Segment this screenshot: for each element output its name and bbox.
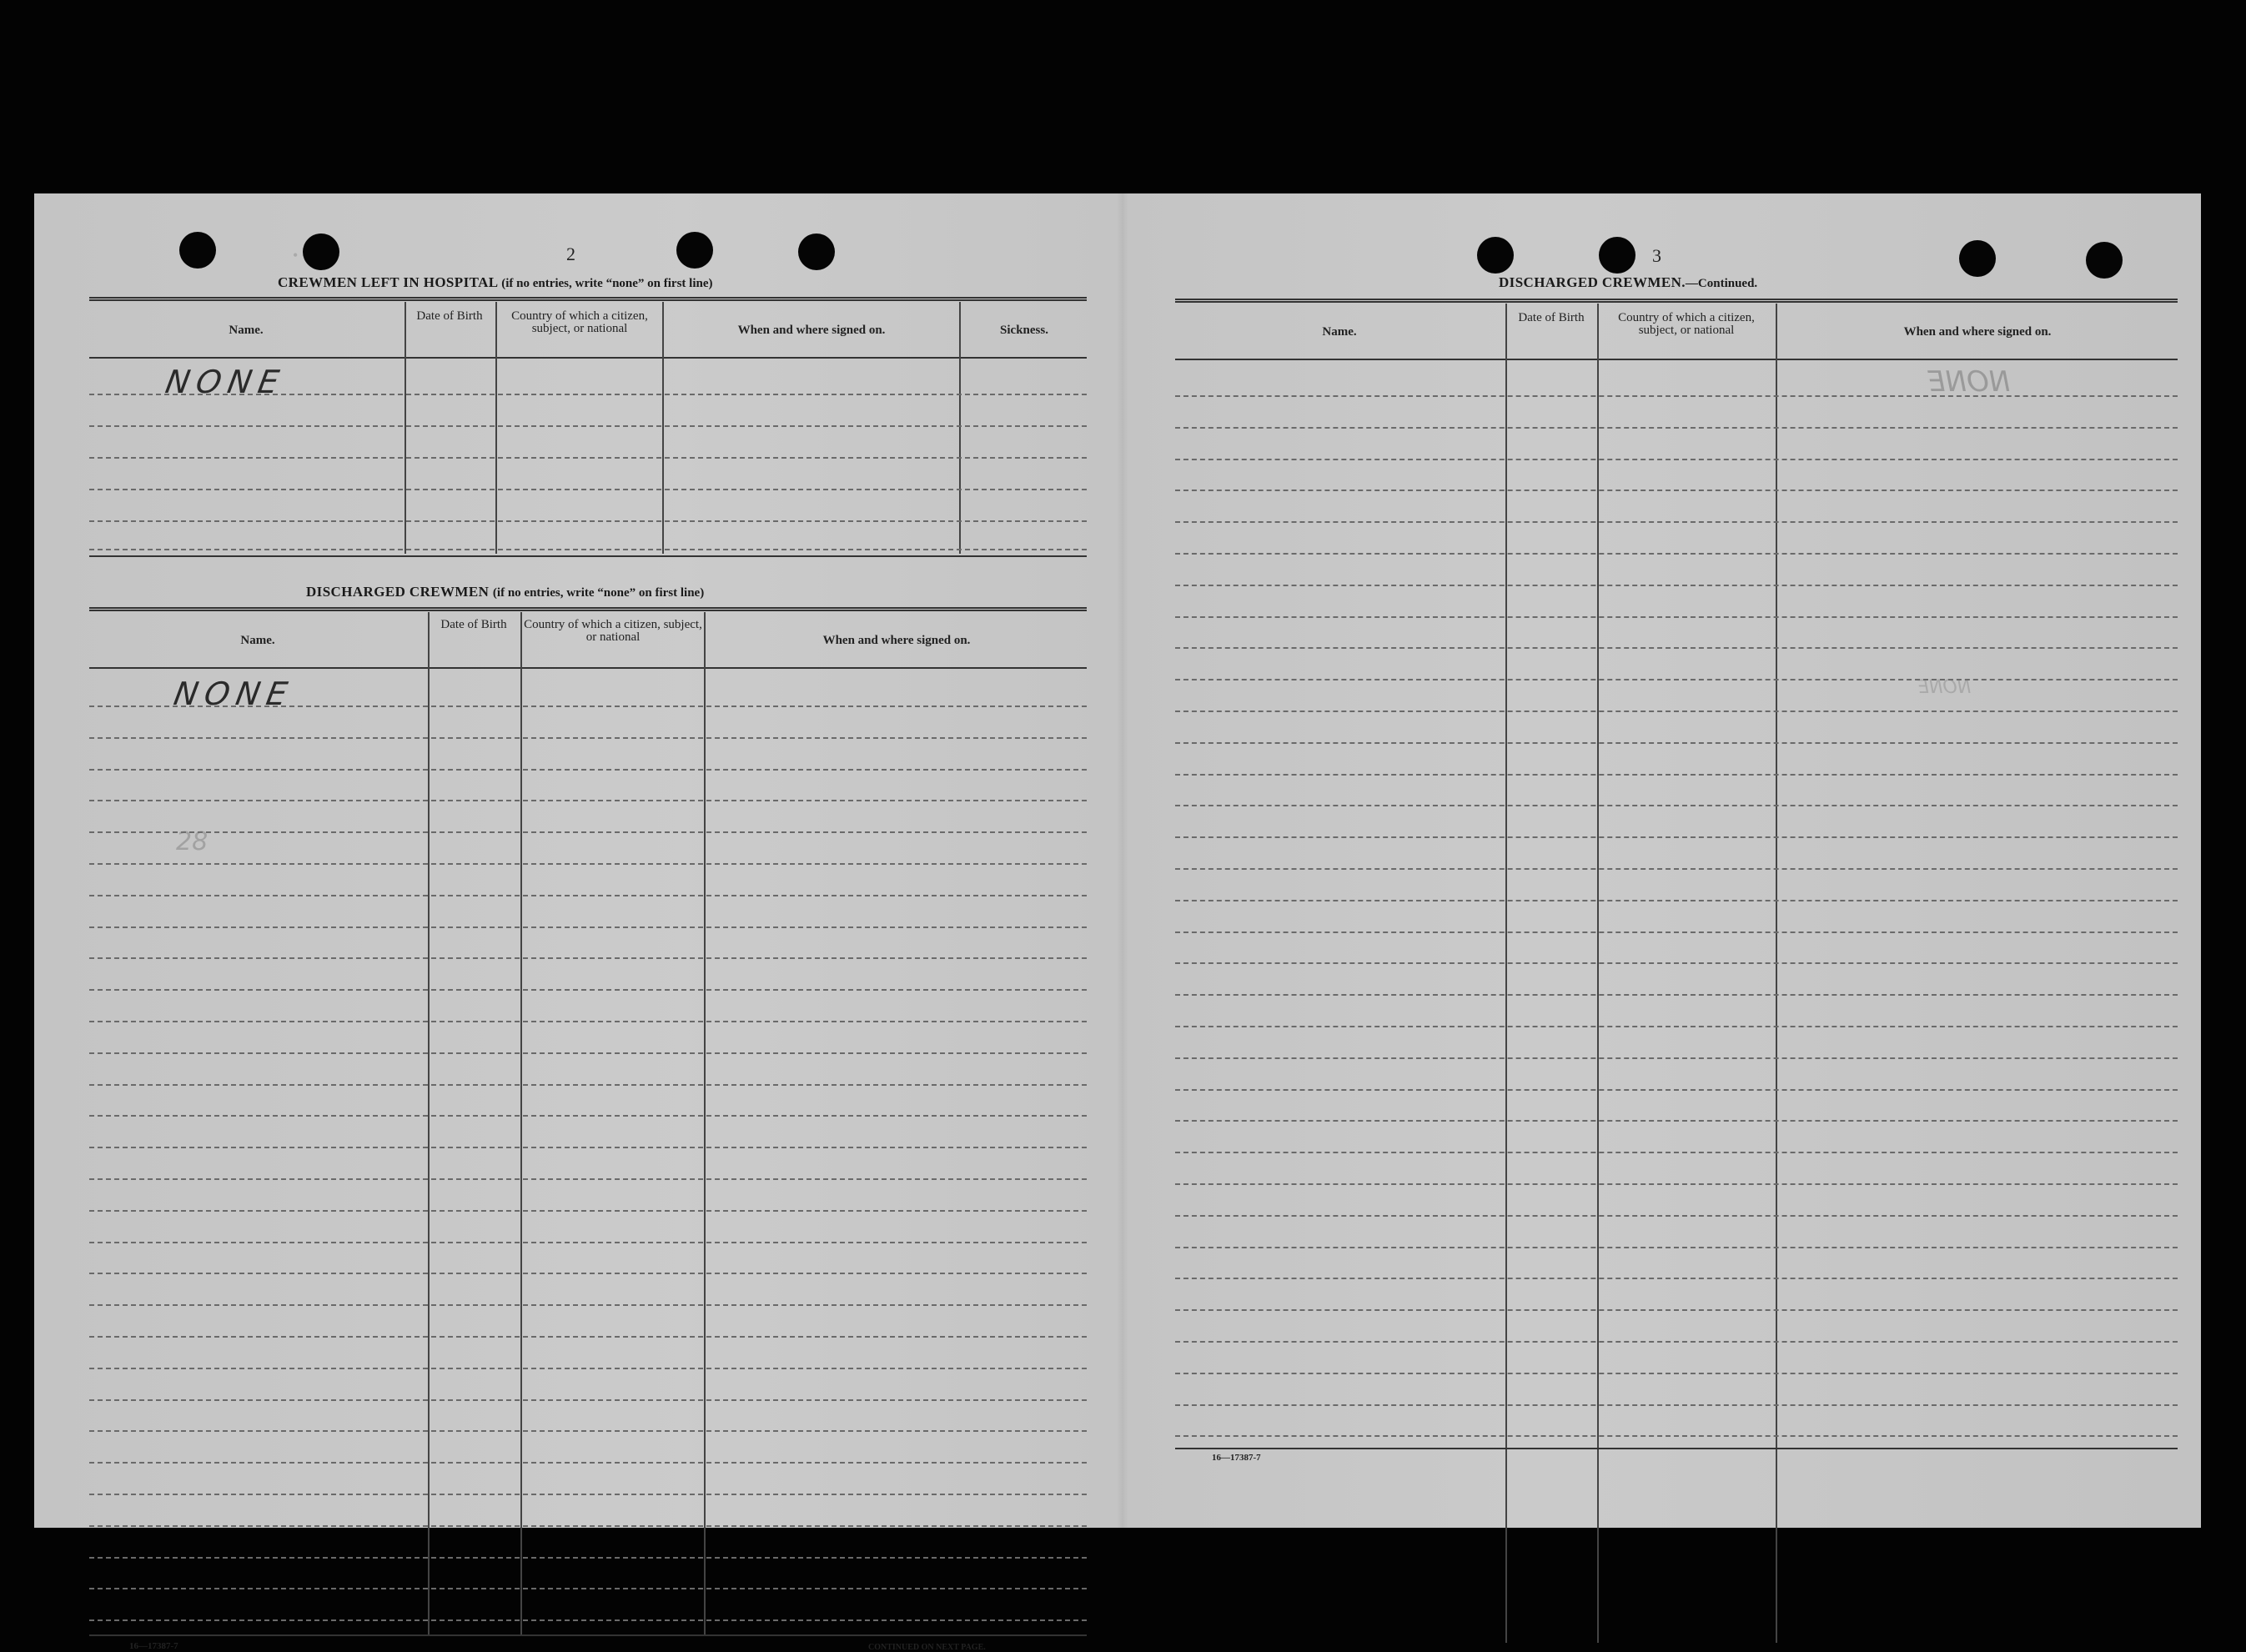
- entry-line: [1175, 585, 2178, 586]
- punch-hole: [1477, 237, 1514, 274]
- col-header-name: Name.: [229, 324, 264, 337]
- entry-line: [89, 895, 1087, 896]
- entry-line: [1175, 774, 2178, 776]
- entry-line: [1175, 521, 2178, 523]
- hospital-title-text: CREWMEN LEFT IN HOSPITAL: [278, 274, 498, 290]
- entry-line: [89, 1462, 1087, 1464]
- page-fold: [1117, 193, 1128, 1528]
- entry-line: [89, 549, 1087, 550]
- punch-hole: [2086, 242, 2123, 279]
- entry-line: [1175, 427, 2178, 429]
- col-header-name: Name.: [1322, 325, 1357, 339]
- entry-line: [89, 1368, 1087, 1369]
- entry-line: [89, 1619, 1087, 1621]
- column-divider: [520, 612, 522, 1634]
- scanned-document: [34, 193, 2201, 1652]
- col-header-dob: Date of Birth: [1518, 311, 1585, 324]
- entry-line: [89, 1210, 1087, 1212]
- entry-line: [1175, 647, 2178, 649]
- entry-line: [89, 1399, 1087, 1401]
- entry-line: [89, 1273, 1087, 1274]
- entry-line: [1175, 1435, 2178, 1437]
- header-rule: [89, 667, 1087, 669]
- entry-line: [89, 1430, 1087, 1432]
- table-top-rule: [89, 607, 1087, 611]
- entry-line: [89, 863, 1087, 865]
- entry-line: [1175, 962, 2178, 964]
- entry-line: [89, 1084, 1087, 1086]
- continued-note: CONTINUED ON NEXT PAGE.: [868, 1643, 986, 1652]
- entry-line: [1175, 711, 2178, 712]
- entry-line: [89, 769, 1087, 771]
- entry-line: [89, 1242, 1087, 1243]
- entry-line: [89, 489, 1087, 490]
- discharged-section-title: [306, 584, 704, 600]
- table-bottom-rule: [1175, 1448, 2178, 1449]
- entry-line: [1175, 679, 2178, 680]
- col-header-signed-on: When and where signed on.: [1903, 325, 2052, 339]
- col-header-dob: Date of Birth: [440, 618, 507, 631]
- entry-line: [1175, 1215, 2178, 1217]
- entry-line: [1175, 1341, 2178, 1343]
- punch-hole: [676, 232, 713, 269]
- right-section-title: [1499, 274, 1757, 291]
- bleed-through-text: NONE: [1917, 677, 1972, 698]
- punch-hole: [179, 232, 216, 269]
- col-header-country: Country of which a citizen, subject, or national: [511, 309, 648, 335]
- entry-line: [89, 1588, 1087, 1589]
- handwritten-entry: NONE: [171, 675, 297, 712]
- right-title-text: DISCHARGED CREWMEN.: [1499, 274, 1686, 290]
- entry-line: [89, 800, 1087, 801]
- entry-line: [1175, 1404, 2178, 1406]
- column-divider: [704, 612, 706, 1634]
- column-divider: [428, 612, 430, 1634]
- column-divider: [1505, 304, 1507, 1643]
- entry-line: [1175, 1183, 2178, 1185]
- entry-line: [89, 1115, 1087, 1117]
- entry-line: [1175, 1152, 2178, 1153]
- table-bottom-rule: [89, 1634, 1087, 1636]
- hospital-instruction: (if no entries, write “none” on first line): [501, 277, 713, 290]
- stamp-number: 28: [176, 827, 209, 856]
- entry-line: [1175, 459, 2178, 460]
- entry-line: [89, 1525, 1087, 1527]
- entry-line: [1175, 1120, 2178, 1122]
- entry-line: [89, 989, 1087, 991]
- col-header-signed-on: When and where signed on.: [822, 634, 971, 647]
- col-header-name: Name.: [240, 634, 275, 647]
- table-bottom-rule: [89, 555, 1087, 557]
- header-rule: [89, 357, 1087, 359]
- entry-line: [1175, 805, 2178, 806]
- entry-line: [1175, 553, 2178, 555]
- entry-line: [89, 926, 1087, 928]
- entry-line: [89, 1304, 1087, 1306]
- column-divider: [404, 302, 406, 554]
- entry-line: [89, 1147, 1087, 1148]
- entry-line: [89, 957, 1087, 959]
- entry-line: [89, 520, 1087, 522]
- header-rule: [1175, 359, 2178, 360]
- punch-hole: [1959, 240, 1996, 277]
- entry-line: [1175, 1373, 2178, 1374]
- page-number: 2: [566, 244, 575, 264]
- entry-line: [89, 1021, 1087, 1022]
- entry-line: [89, 425, 1087, 427]
- entry-line: [89, 1052, 1087, 1054]
- column-divider: [495, 302, 497, 554]
- entry-line: [1175, 490, 2178, 491]
- col-header-signed-on: When and where signed on.: [737, 324, 886, 337]
- punch-hole: [798, 233, 835, 270]
- entry-line: [1175, 1309, 2178, 1311]
- entry-line: [1175, 742, 2178, 744]
- col-header-sickness: Sickness.: [1000, 324, 1048, 337]
- punch-hole: [303, 233, 339, 270]
- table-top-rule: [1175, 299, 2178, 303]
- entry-line: [1175, 1278, 2178, 1279]
- form-number: 16—17387-7: [129, 1641, 178, 1651]
- bleed-through-text: NONE: [1927, 365, 2011, 399]
- entry-line: [89, 1494, 1087, 1495]
- col-header-country: Country of which a citizen, subject, or national: [524, 618, 702, 644]
- entry-line: [1175, 1089, 2178, 1091]
- punch-hole: [1599, 237, 1636, 274]
- entry-line: [89, 1178, 1087, 1180]
- discharged-title-text: DISCHARGED CREWMEN: [306, 584, 490, 600]
- entry-line: [1175, 1247, 2178, 1248]
- column-divider: [1776, 304, 1777, 1643]
- entry-line: [89, 737, 1087, 739]
- col-header-dob: Date of Birth: [416, 309, 483, 323]
- column-divider: [959, 302, 961, 554]
- column-divider: [1597, 304, 1599, 1643]
- handwritten-entry: NONE: [163, 364, 289, 400]
- column-divider: [662, 302, 664, 554]
- entry-line: [89, 831, 1087, 833]
- table-top-rule: [89, 297, 1087, 301]
- col-header-country: Country of which a citizen, subject, or national: [1618, 311, 1755, 337]
- entry-line: [1175, 868, 2178, 870]
- discharged-instruction: (if no entries, write “none” on first line): [492, 586, 705, 600]
- entry-line: [1175, 994, 2178, 996]
- scan-speck: •: [293, 247, 299, 264]
- entry-line: [89, 1557, 1087, 1559]
- form-number: 16—17387-7: [1212, 1453, 1261, 1463]
- right-title-suffix: —Continued.: [1685, 277, 1758, 290]
- entry-line: [89, 1336, 1087, 1338]
- entry-line: [1175, 900, 2178, 901]
- entry-line: [1175, 1057, 2178, 1059]
- hospital-section-title: [278, 274, 713, 291]
- entry-line: [1175, 616, 2178, 618]
- entry-line: [1175, 836, 2178, 838]
- page-number: 3: [1652, 245, 1661, 266]
- entry-line: [1175, 931, 2178, 933]
- entry-line: [1175, 395, 2178, 397]
- entry-line: [89, 457, 1087, 459]
- entry-line: [1175, 1026, 2178, 1027]
